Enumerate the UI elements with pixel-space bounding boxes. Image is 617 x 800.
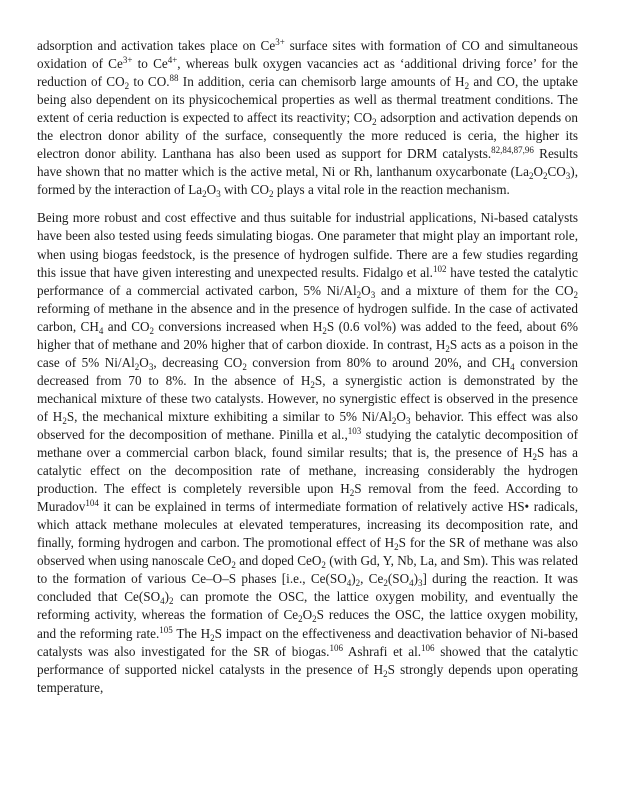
superscript: 102 — [432, 263, 447, 274]
paragraph-biogas-h2s — [37, 209, 578, 696]
text-run: and a mixture of them for the CO — [375, 282, 574, 298]
text-run: O — [302, 607, 313, 623]
text-run: S reduces the OSC, the lattice oxygen mobility, and the reforming rate. — [37, 607, 578, 641]
text-run: S impact on the effectiveness and deactivation behavior of Ni-based catalysts was also investigated for the SR of biogas. — [37, 625, 578, 659]
superscript: 103 — [347, 425, 362, 436]
superscript: 106 — [329, 642, 343, 653]
subscript: 4 — [510, 361, 515, 372]
subscript: 4 — [346, 578, 352, 589]
text-run: ), formed by the interaction of La — [37, 164, 578, 198]
superscript: 82,84,87,96 — [491, 145, 534, 156]
subscript: 2 — [573, 289, 579, 300]
subscript: 2 — [383, 668, 388, 679]
subscript: 2 — [124, 81, 130, 92]
subscript: 2 — [312, 614, 317, 625]
subscript: 2 — [62, 415, 67, 426]
superscript: 104 — [85, 498, 99, 509]
text-run: (SO — [387, 571, 410, 587]
superscript: 88 — [169, 73, 179, 84]
superscript: 3+ — [275, 37, 285, 47]
text-run: and CO, the uptake being also dependent on its physicochemical properties as well as thermal treatment conditions. The extent of ceria reduction is expected to affect its reactivity; CO — [37, 74, 579, 126]
subscript: 2 — [242, 361, 247, 372]
text-run: CO — [547, 164, 566, 180]
text-run: S, a synergistic action is demonstrated by the mechanical mixture of these two catalysts. However, no synergistic effect is observed in the presence of H — [37, 372, 578, 424]
text-run: ) — [351, 571, 356, 587]
text-run: it can be explained in terms of intermediate formation of relatively active HS• radicals, which attack methane molecules at elevated temperatures, increasing its decomposition rate, and finally, forming hydrogen and carbon. The promotional effect of H — [37, 499, 578, 551]
subscript: 2 — [532, 452, 538, 463]
subscript: 2 — [394, 542, 399, 553]
superscript: 3+ — [122, 55, 133, 66]
subscript: 2 — [542, 171, 548, 182]
text-run: can promote the OSC, the lattice oxygen mobility, and eventually the reforming activity, whereas the formation of Ce — [37, 589, 578, 623]
text-run: Ashrafi et al. — [342, 643, 422, 659]
subscript: 2 — [464, 81, 470, 92]
text-run: and doped CeO — [235, 553, 322, 569]
subscript: 2 — [210, 632, 215, 643]
text-run: surface sites with formation of CO and simultaneous oxidation of Ce — [37, 38, 578, 72]
subscript: 3 — [418, 578, 423, 589]
text-run: adsorption and activation takes place on Ce — [37, 38, 276, 53]
text-run: , decreasing CO — [153, 354, 243, 370]
text-run: In addition, ceria can chemisorb large amounts of H — [178, 74, 465, 90]
superscript: 105 — [159, 624, 173, 635]
text-run: S removal from the feed. According to Muradov — [37, 481, 578, 515]
text-run: O — [361, 282, 371, 298]
subscript: 2 — [231, 560, 236, 571]
text-run: S has a catalytic effect on the decomposition rate of methane, increasing considerably the hydrogen production. The effect is completely reversible upon H — [37, 445, 578, 497]
subscript: 2 — [298, 614, 303, 625]
text-run: S acts as a poison in the case of 5% Ni/Al — [37, 336, 578, 370]
subscript: 2 — [134, 361, 140, 372]
text-run: to Ce — [132, 56, 168, 72]
subscript: 3 — [148, 361, 154, 372]
text-run: , Ce — [360, 571, 384, 587]
subscript: 2 — [528, 171, 534, 182]
subscript: 2 — [310, 379, 315, 390]
text-run: ] during the reaction. It was concluded that Ce(SO — [37, 571, 579, 605]
subscript: 2 — [202, 189, 207, 200]
text-run: S (0.6 vol%) was added to the feed, about 6% higher that of methane and 20% higher that of carbon dioxide. In contrast, H — [37, 318, 578, 352]
text-run: plays a vital role in the reaction mechanism. — [273, 182, 510, 198]
text-run: behavior. This effect was also observed for the decomposition of methane. Pinilla et al., — [37, 408, 578, 442]
text-run: and CO — [103, 318, 150, 334]
subscript: 3 — [216, 189, 221, 200]
paragraph-ceria-lanthana — [37, 37, 578, 199]
text-run: showed that the catalytic performance of supported nickel catalysts in the presence of H — [37, 643, 578, 677]
text-run: S strongly depends upon operating temperature, — [37, 661, 579, 695]
text-run: have tested the catalytic performance of a commercial activated carbon, 5% Ni/Al — [37, 264, 578, 298]
subscript: 4 — [409, 578, 414, 589]
text-run: adsorption and activation depends on the electron donor ability of the surface, consequently the more reduced is ceria, the higher its electron donor ability. Lanthana has also been used as support for DRM catalysts. — [37, 110, 578, 162]
subscript: 2 — [383, 578, 388, 589]
text-run: ) — [164, 589, 170, 605]
text-run: O — [206, 182, 217, 198]
subscript: 3 — [370, 289, 376, 300]
text-run: The H — [172, 625, 211, 641]
text-run: to CO. — [129, 74, 170, 90]
superscript: 4+ — [167, 55, 178, 66]
text-run: S, the mechanical mixture exhibiting a similar to 5% Ni/Al — [66, 408, 392, 424]
subscript: 2 — [349, 488, 355, 499]
subscript: 2 — [372, 117, 377, 128]
superscript: 106 — [421, 642, 435, 653]
text-run: reforming of methane in the absence and in the presence of hydrogen sulfide. In the case of activated carbon, CH — [37, 300, 578, 334]
subscript: 2 — [391, 415, 397, 426]
text-run: conversion from 80% to around 20%, and CH — [246, 354, 511, 370]
text-run: conversions increased when H — [154, 318, 323, 334]
text-run: , whereas bulk oxygen vacancies act as ‘additional driving force’ for the reduction of CO — [37, 56, 578, 90]
text-run: O — [533, 164, 543, 180]
text-run: conversion decreased from 70 to 8%. In the absence of H — [37, 354, 578, 388]
subscript: 2 — [149, 325, 155, 336]
subscript: 2 — [356, 289, 362, 300]
text-run: with CO — [220, 182, 270, 198]
subscript: 2 — [322, 325, 327, 336]
subscript: 2 — [321, 560, 326, 571]
text-run: O — [139, 354, 149, 370]
text-run: S for the SR of methane was also observed when using nanoscale CeO — [37, 535, 578, 569]
subscript: 2 — [355, 578, 361, 589]
subscript: 2 — [169, 596, 174, 607]
text-run: Results have shown that no matter which is the active metal, Ni or Rh, lanthanum oxycarbonate (La — [37, 146, 578, 180]
subscript: 2 — [269, 189, 274, 200]
subscript: 3 — [565, 171, 571, 182]
text-run: ) — [413, 571, 418, 587]
text-run: Being more robust and cost effective and thus suitable for industrial applications, Ni-based catalysts have been also tested using feeds simulating biogas. One parameter that might play an important role, when using biogas feedstock, is the presence of hydrogen sulfide. There are a few studies regarding this issue that have given interesting and unexpected results. Fidalgo et al. — [37, 210, 578, 280]
subscript: 4 — [160, 596, 165, 607]
text-run: studying the catalytic decomposition of methane over a commercial carbon black, found similar results; that is, the presence of H — [37, 426, 578, 461]
text-run: (with Gd, Y, Nb, La, and Sm). This was related to the formation of various Ce–O–S phases [i.e., Ce(SO — [37, 553, 578, 587]
text-run: O — [396, 408, 406, 424]
subscript: 4 — [98, 325, 104, 336]
subscript: 2 — [445, 343, 450, 354]
subscript: 3 — [405, 415, 411, 426]
